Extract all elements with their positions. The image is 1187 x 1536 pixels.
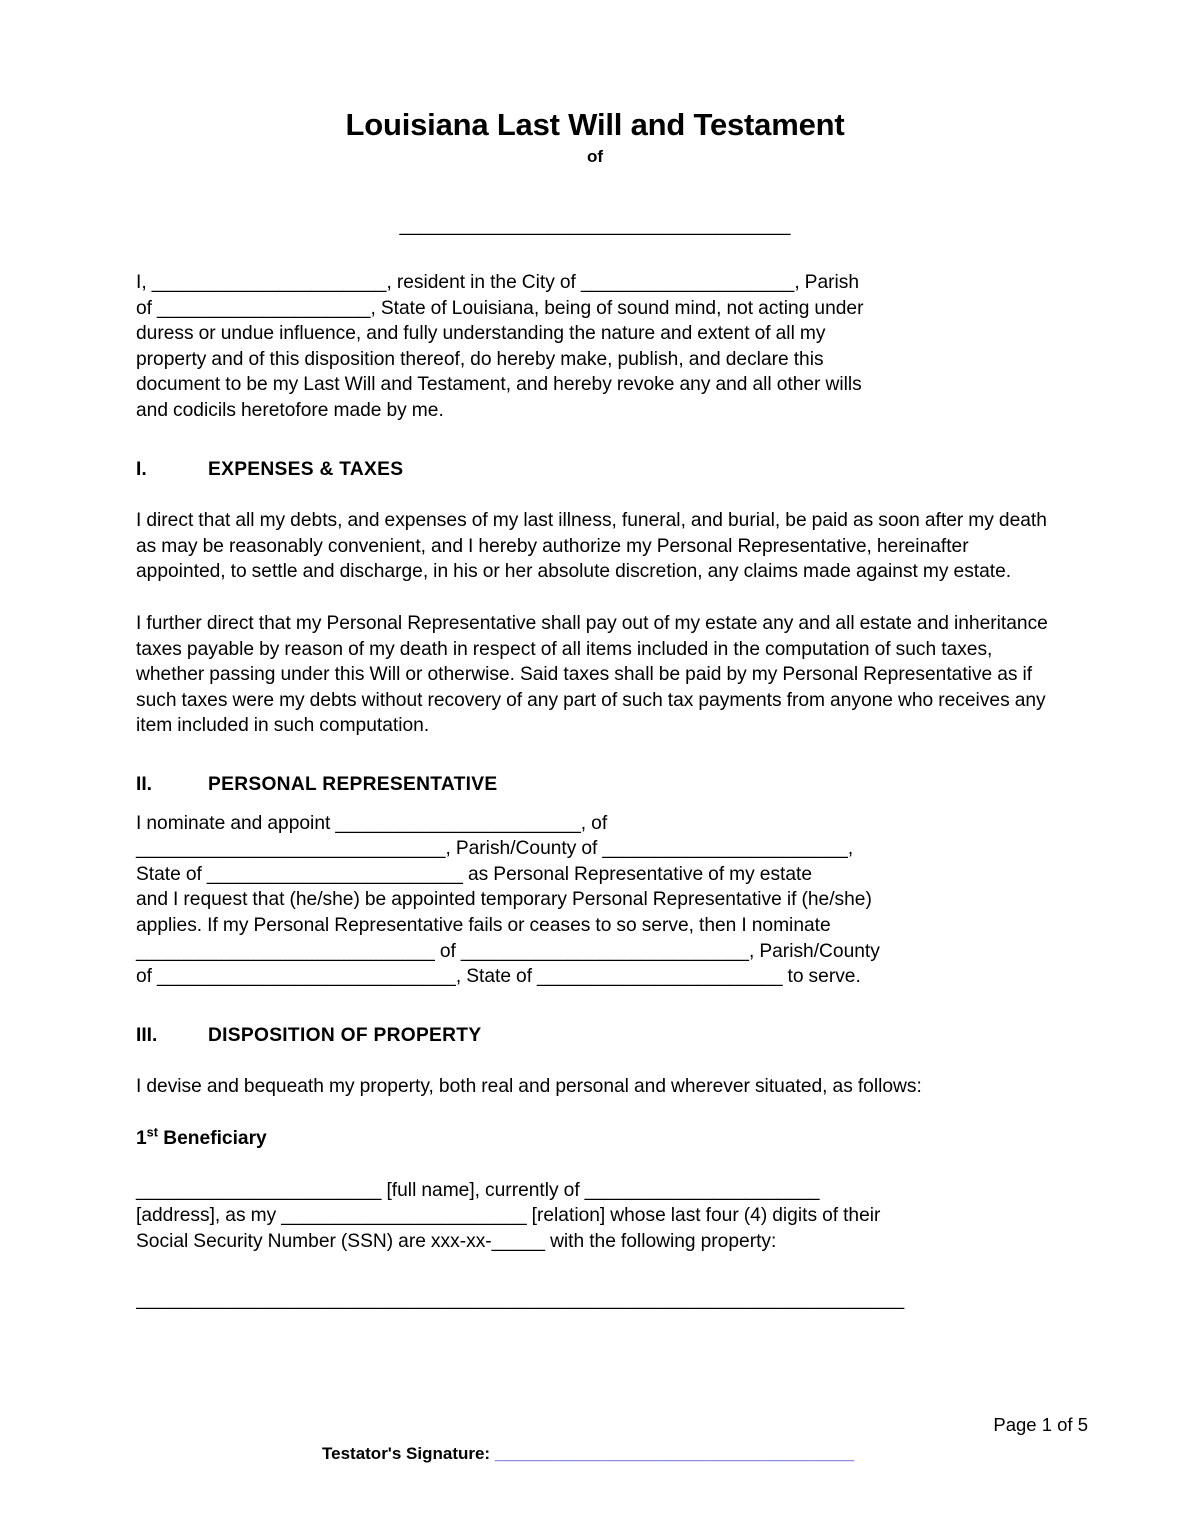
section-i-paragraph-2: I further direct that my Personal Representative shall pay out of my estate any and all estate and inheritance taxes payable by reason of my death in respect of all items included in the computation of such taxes, whether passing under this Will or otherwise. Said taxes shall be paid by my Personal Representative as if such taxes were my debts without recovery of any part of such tax payments from anyone who receives any item included in such computation. bbox=[136, 613, 1048, 737]
section-title-iii: DISPOSITION OF PROPERTY bbox=[208, 1024, 482, 1046]
intro-line-2: of ____________________, State of Louisiana, being of sound mind, not acting under bbox=[136, 297, 864, 319]
section-ii-line-7[interactable]: of ____________________________, State of _______________________ to serve. bbox=[136, 966, 861, 988]
beneficiary-heading bbox=[136, 1126, 1054, 1152]
intro-line-5: document to be my Last Will and Testament, and hereby revoke any and all other wills bbox=[136, 374, 862, 396]
section-iii-paragraph-1: I devise and bequeath my property, both real and personal and wherever situated, as follows: bbox=[136, 1076, 922, 1098]
testator-signature-label: Testator's Signature: bbox=[322, 1444, 491, 1463]
section-ii-line-5: applies. If my Personal Representative fails or ceases to so serve, then I nominate bbox=[136, 914, 831, 936]
section-title-i: EXPENSES & TAXES bbox=[208, 458, 404, 480]
title-of-label: of bbox=[586, 146, 604, 166]
section-ii-line-4: and I request that (he/she) be appointed temporary Personal Representative if (he/she) bbox=[136, 889, 872, 911]
section-ii-line-2[interactable]: _____________________________, Parish/County of _______________________, bbox=[136, 838, 854, 860]
section-ii-line-3[interactable]: State of ________________________ as Personal Representative of my estate bbox=[136, 863, 813, 885]
intro-line-4: property and of this disposition thereof, do hereby make, publish, and declare this bbox=[136, 348, 824, 370]
section-ii-line-6[interactable]: ____________________________ of ___________________________, Parish/County bbox=[136, 940, 880, 962]
testator-signature-row bbox=[322, 1444, 854, 1464]
intro-line-6: and codicils heretofore made by me. bbox=[136, 400, 444, 422]
testator-name-blank-line[interactable]: _____________________________________ bbox=[399, 215, 791, 237]
section-heading-expenses-taxes bbox=[136, 457, 1054, 483]
section-heading-disposition-of-property bbox=[136, 1023, 1054, 1049]
beneficiary-line-2[interactable]: [address], as my _______________________ [relation] whose last four (4) digits of their bbox=[136, 1205, 881, 1227]
page-title: Louisiana Last Will and Testament bbox=[345, 107, 845, 142]
section-heading-personal-representative bbox=[136, 772, 1054, 798]
section-number-ii: II. bbox=[136, 774, 152, 796]
section-number-i: I. bbox=[136, 458, 147, 480]
intro-line-1: I, ______________________, resident in the City of ____________________, Parish bbox=[136, 272, 860, 294]
section-i-paragraph-1: I direct that all my debts, and expenses of my last illness, funeral, and burial, be paid as soon after my death as may be reasonably convenient, and I hereby authorize my Personal Representative, hereinafter appointed, to settle and discharge, in his or her absolute discretion, any claims made against my estate. bbox=[136, 510, 1047, 583]
beneficiary-line-3[interactable]: Social Security Number (SSN) are xxx-xx-_____ with the following property: bbox=[136, 1230, 777, 1252]
beneficiary-heading-text: Beneficiary bbox=[157, 1127, 267, 1149]
intro-line-3: duress or undue influence, and fully understanding the nature and extent of all my bbox=[136, 323, 826, 345]
beneficiary-line-1[interactable]: _______________________ [full name], currently of ______________________ bbox=[136, 1179, 820, 1201]
testator-signature-line[interactable]: ______________________________________ bbox=[494, 1444, 855, 1463]
section-ii-line-1[interactable]: I nominate and appoint _______________________, of bbox=[136, 812, 608, 834]
beneficiary-ordinal-suffix: st bbox=[146, 1125, 158, 1140]
document-content bbox=[136, 0, 1054, 1313]
section-title-ii: PERSONAL REPRESENTATIVE bbox=[208, 774, 498, 796]
beneficiary-ordinal-number: 1 bbox=[136, 1127, 147, 1149]
page-number: Page 1 of 5 bbox=[993, 1414, 1088, 1435]
section-number-iii: III. bbox=[136, 1024, 158, 1046]
property-description-blank-line[interactable]: _______________________________________________________________________ bbox=[136, 1289, 905, 1311]
